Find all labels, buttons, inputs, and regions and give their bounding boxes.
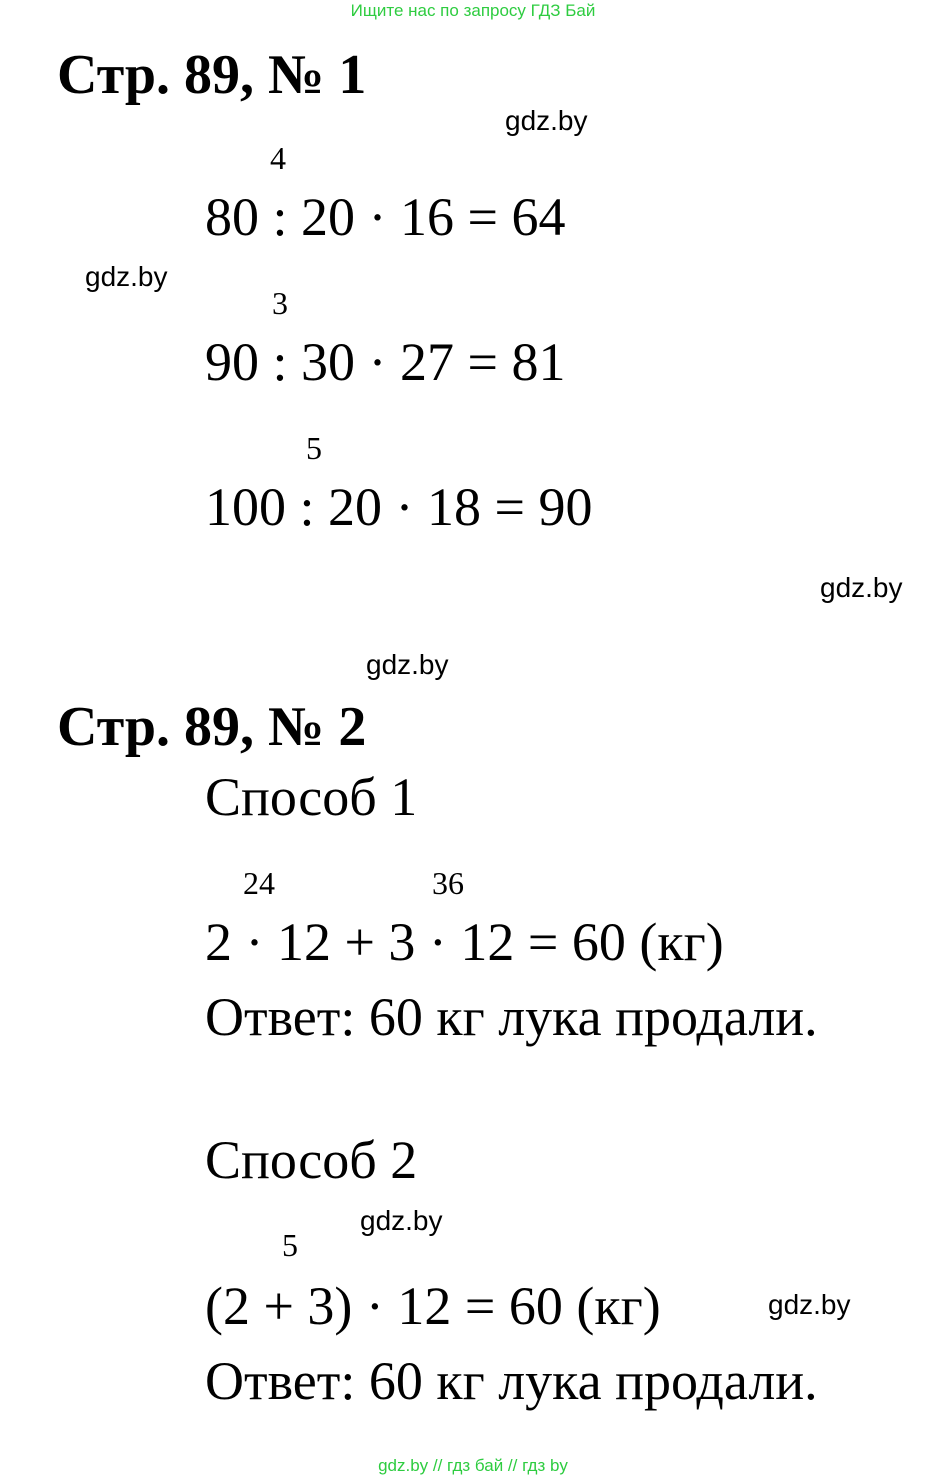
- superscript-5: 5: [306, 430, 322, 466]
- watermark: gdz.by: [360, 1205, 443, 1236]
- watermark: gdz.by: [768, 1289, 851, 1320]
- task2-heading: Стр. 89, № 2: [57, 696, 367, 758]
- watermark: gdz.by: [820, 572, 903, 603]
- method2-title: Способ 2: [205, 1130, 418, 1190]
- watermark: gdz.by: [85, 261, 168, 292]
- superscript-4: 4: [270, 140, 286, 176]
- superscript-24: 24: [243, 865, 275, 901]
- expression-3: 100 : 20 · 18 = 90: [205, 477, 593, 537]
- superscript-5b: 5: [282, 1227, 298, 1263]
- expression-2: 90 : 30 · 27 = 81: [205, 332, 566, 392]
- method1-answer: Ответ: 60 кг лука продали.: [205, 987, 818, 1047]
- superscript-36: 36: [432, 865, 464, 901]
- top-banner-link[interactable]: Ищите нас по запросу ГДЗ Бай: [350, 1, 596, 20]
- footer-links[interactable]: gdz.by // гдз бай // гдз by: [378, 1456, 568, 1475]
- watermark: gdz.by: [505, 105, 588, 136]
- superscript-3: 3: [272, 285, 288, 321]
- method2-expression: (2 + 3) · 12 = 60 (кг): [205, 1276, 661, 1336]
- method2-answer: Ответ: 60 кг лука продали.: [205, 1351, 818, 1411]
- watermark: gdz.by: [366, 649, 449, 680]
- expression-1: 80 : 20 · 16 = 64: [205, 187, 566, 247]
- method1-title: Способ 1: [205, 767, 418, 827]
- task1-heading: Стр. 89, № 1: [57, 44, 367, 106]
- method1-expression: 2 · 12 + 3 · 12 = 60 (кг): [205, 912, 724, 972]
